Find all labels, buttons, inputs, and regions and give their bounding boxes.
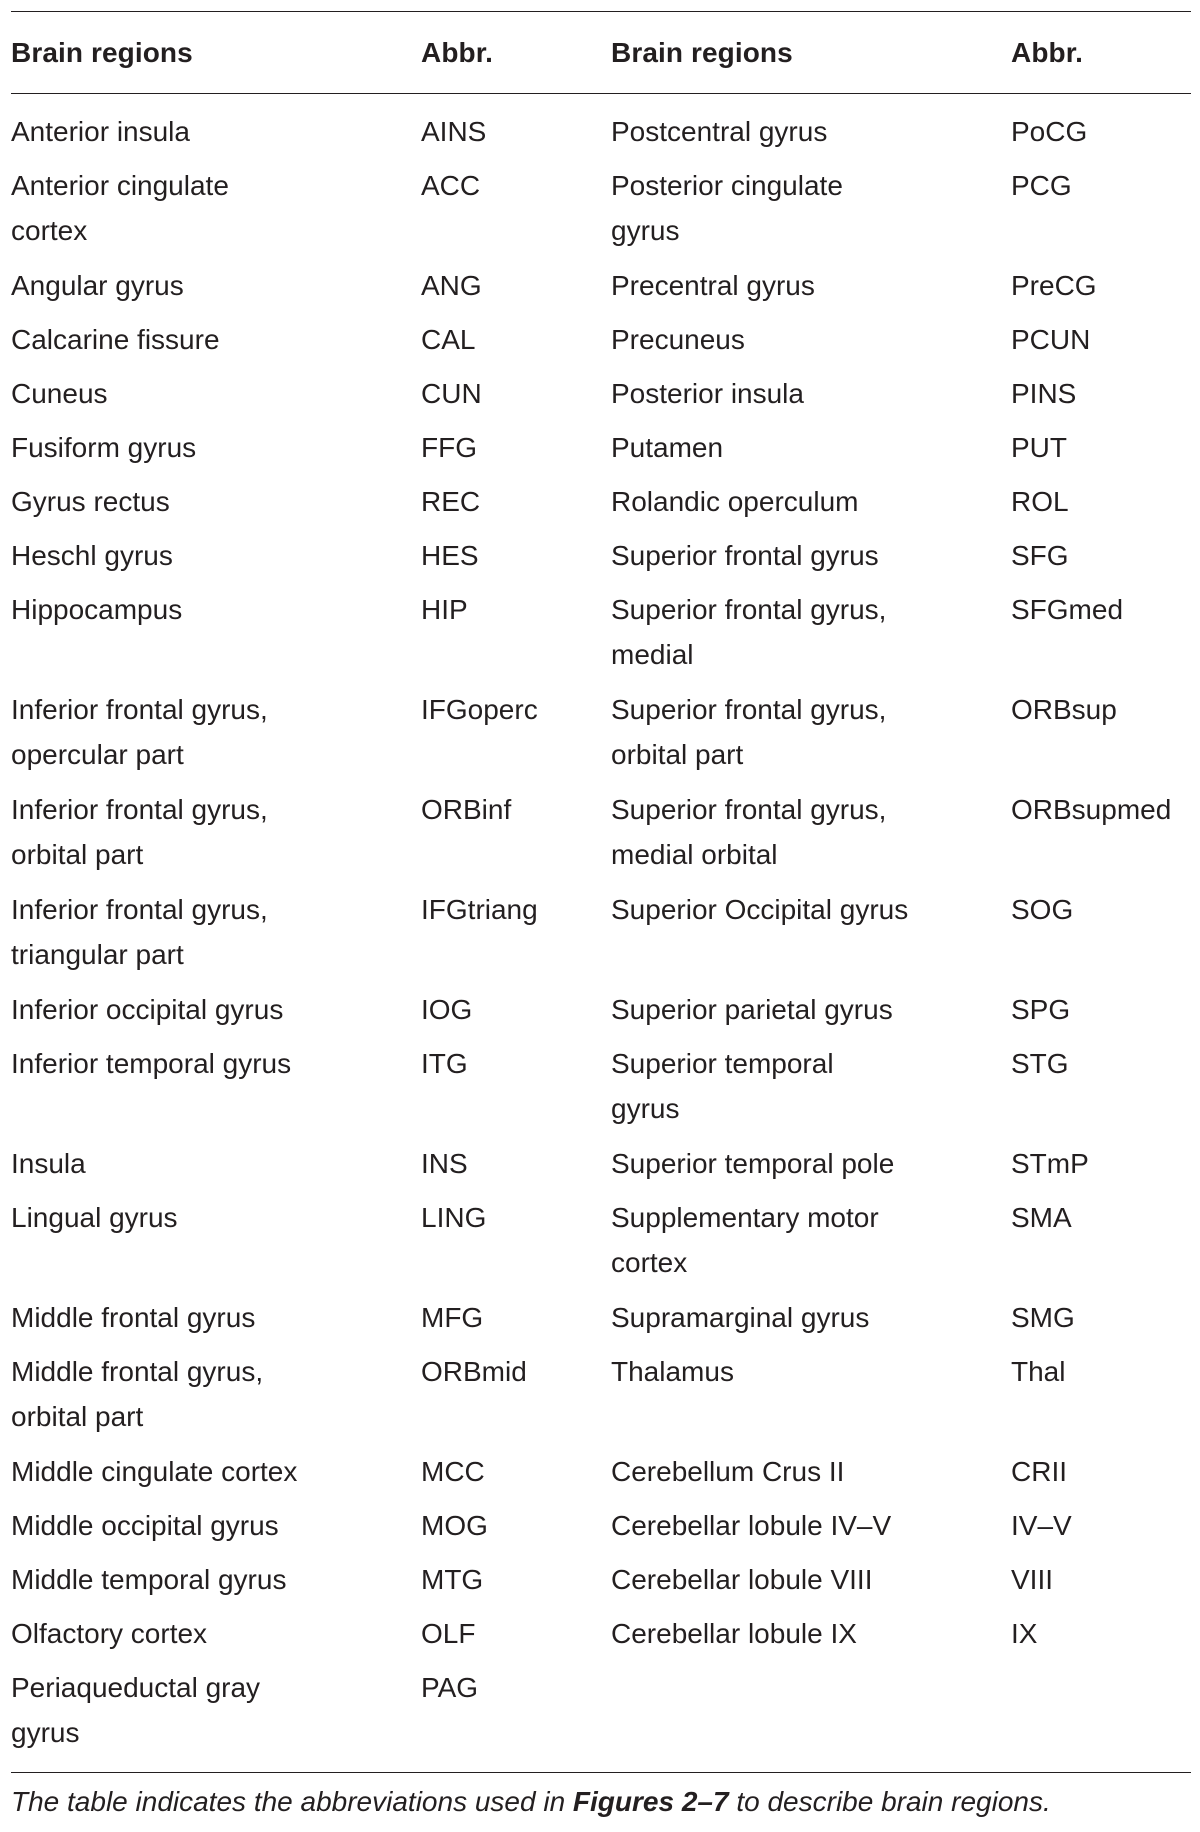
cell-abbr-left: HIP xyxy=(421,594,468,625)
table-row xyxy=(11,587,1191,687)
table-row xyxy=(11,1041,1191,1141)
cell-region-right: Posterior cingulate gyrus xyxy=(611,170,843,246)
cell-region-left: Cuneus xyxy=(11,378,108,409)
table-row xyxy=(11,1665,1191,1765)
cell-abbr-left: PAG xyxy=(421,1672,479,1703)
cell-region-left: Hippocampus xyxy=(11,594,183,625)
table-row xyxy=(11,1349,1191,1449)
cell-region-left: Angular gyrus xyxy=(11,270,184,301)
header-brain-regions-left: Brain regions xyxy=(11,36,193,68)
header-brain-regions-right: Brain regions xyxy=(611,36,793,68)
cell-abbr-left: ORBmid xyxy=(421,1356,527,1387)
cell-region-left: Inferior frontal gyrus, orbital part xyxy=(11,794,268,870)
cell-abbr-right: PUT xyxy=(1011,432,1067,463)
cell-abbr-right: SMG xyxy=(1011,1302,1075,1333)
cell-region-right: Precuneus xyxy=(611,324,745,355)
cell-abbr-left: MOG xyxy=(421,1510,488,1541)
table-row xyxy=(11,533,1191,587)
cell-abbr-right: Thal xyxy=(1011,1356,1066,1387)
cell-region-left: Inferior temporal gyrus xyxy=(11,1048,292,1079)
cell-abbr-right: ROL xyxy=(1011,486,1069,517)
cell-abbr-right: SPG xyxy=(1011,994,1071,1025)
cell-abbr-left: FFG xyxy=(421,432,477,463)
cell-region-right: Cerebellar lobule IV–V xyxy=(611,1510,892,1541)
cell-abbr-right: PCG xyxy=(1011,170,1072,201)
cell-region-right: Precentral gyrus xyxy=(611,270,815,301)
cell-abbr-left: IFGtriang xyxy=(421,894,538,925)
cell-abbr-left: ANG xyxy=(421,270,482,301)
cell-region-right: Superior frontal gyrus xyxy=(611,540,879,571)
cell-abbr-right: IX xyxy=(1011,1618,1038,1649)
header-abbr-right: Abbr. xyxy=(1011,36,1084,68)
cell-abbr-left: ACC xyxy=(421,170,481,201)
cell-region-right: Cerebellar lobule IX xyxy=(611,1618,857,1649)
cell-region-left: Fusiform gyrus xyxy=(11,432,197,463)
cell-region-right: Cerebellar lobule VIII xyxy=(611,1564,873,1595)
cell-region-left: Anterior insula xyxy=(11,116,190,147)
cell-region-right: Superior frontal gyrus, medial orbital xyxy=(611,794,887,870)
cell-region-left: Lingual gyrus xyxy=(11,1202,178,1233)
cell-abbr-right: SFG xyxy=(1011,540,1069,571)
cell-abbr-left: MCC xyxy=(421,1456,485,1487)
cell-region-left: Gyrus rectus xyxy=(11,486,170,517)
table-row xyxy=(11,425,1191,479)
table-row xyxy=(11,1449,1191,1503)
cell-region-right xyxy=(611,1665,1011,1765)
table-row xyxy=(11,987,1191,1041)
cell-abbr-right: SOG xyxy=(1011,894,1074,925)
cell-region-left: Calcarine fissure xyxy=(11,324,220,355)
table-row xyxy=(11,479,1191,533)
table-body xyxy=(11,96,1191,1765)
table-row xyxy=(11,317,1191,371)
cell-abbr-left: IOG xyxy=(421,994,473,1025)
cell-abbr-right: STmP xyxy=(1011,1148,1089,1179)
cell-abbr-left: REC xyxy=(421,486,481,517)
cell-abbr-left: INS xyxy=(421,1148,468,1179)
cell-abbr-right: PINS xyxy=(1011,378,1077,409)
caption-figures-ref: Figures 2–7 xyxy=(572,1786,729,1817)
table-row xyxy=(11,163,1191,263)
cell-abbr-left: LING xyxy=(421,1202,487,1233)
abbreviation-table xyxy=(11,12,1191,1765)
cell-abbr-right: ORBsup xyxy=(1011,694,1117,725)
cell-region-left: Middle frontal gyrus, orbital part xyxy=(11,1356,264,1432)
cell-region-right: Superior frontal gyrus, medial xyxy=(611,594,887,670)
cell-abbr-left: ORBinf xyxy=(421,794,512,825)
cell-region-left: Periaqueductal gray gyrus xyxy=(11,1672,261,1748)
cell-abbr-right: CRII xyxy=(1011,1456,1067,1487)
cell-abbr-left: ITG xyxy=(421,1048,468,1079)
cell-region-left: Middle occipital gyrus xyxy=(11,1510,279,1541)
cell-abbr-left: MFG xyxy=(421,1302,484,1333)
cell-abbr-right: PCUN xyxy=(1011,324,1091,355)
cell-abbr-right: ORBsupmed xyxy=(1011,794,1172,825)
cell-abbr-left: OLF xyxy=(421,1618,476,1649)
cell-region-left: Inferior occipital gyrus xyxy=(11,994,284,1025)
cell-region-right: Superior temporal pole xyxy=(611,1148,895,1179)
table-row xyxy=(11,1295,1191,1349)
cell-region-right: Supramarginal gyrus xyxy=(611,1302,870,1333)
cell-region-left: Inferior frontal gyrus, triangular part xyxy=(11,894,268,970)
cell-abbr-left: MTG xyxy=(421,1564,484,1595)
cell-abbr-left: AINS xyxy=(421,116,487,147)
cell-region-right: Thalamus xyxy=(611,1356,734,1387)
cell-region-left: Heschl gyrus xyxy=(11,540,173,571)
table-row xyxy=(11,1557,1191,1611)
table-row xyxy=(11,687,1191,787)
cell-region-left: Inferior frontal gyrus, opercular part xyxy=(11,694,268,770)
cell-region-left: Olfactory cortex xyxy=(11,1618,208,1649)
cell-region-right: Superior parietal gyrus xyxy=(611,994,893,1025)
cell-region-left: Middle cingulate cortex xyxy=(11,1456,298,1487)
cell-region-right: Putamen xyxy=(611,432,724,463)
table-caption xyxy=(11,1782,1196,1822)
table-row xyxy=(11,887,1191,987)
cell-region-left: Insula xyxy=(11,1148,86,1179)
cell-region-left: Middle temporal gyrus xyxy=(11,1564,287,1595)
cell-abbr-right xyxy=(1011,1665,1191,1765)
cell-abbr-right: PreCG xyxy=(1011,270,1097,301)
cell-abbr-right: SFGmed xyxy=(1011,594,1124,625)
table-bottom-rule xyxy=(11,1772,1191,1773)
cell-abbr-right: STG xyxy=(1011,1048,1069,1079)
caption-prefix: The table indicates the abbreviations used in xyxy=(11,1786,573,1817)
cell-abbr-left: CAL xyxy=(421,324,476,355)
cell-region-left: Middle frontal gyrus xyxy=(11,1302,256,1333)
table-row xyxy=(11,1195,1191,1295)
cell-abbr-left: CUN xyxy=(421,378,482,409)
cell-region-left: Anterior cingulate cortex xyxy=(11,170,229,246)
cell-abbr-left: HES xyxy=(421,540,479,571)
cell-region-right: Superior frontal gyrus, orbital part xyxy=(611,694,887,770)
table-header-row xyxy=(11,12,1191,96)
cell-abbr-right: VIII xyxy=(1011,1564,1054,1595)
table-row xyxy=(11,263,1191,317)
cell-region-right: Cerebellum Crus II xyxy=(611,1456,845,1487)
cell-abbr-right: PoCG xyxy=(1011,116,1088,147)
table-row xyxy=(11,371,1191,425)
caption-suffix: to describe brain regions. xyxy=(728,1786,1051,1817)
cell-abbr-right: SMA xyxy=(1011,1202,1072,1233)
cell-region-right: Rolandic operculum xyxy=(611,486,859,517)
table-row xyxy=(11,1503,1191,1557)
table-row xyxy=(11,1611,1191,1665)
cell-region-right: Supplementary motor cortex xyxy=(611,1202,879,1278)
cell-region-right: Superior Occipital gyrus xyxy=(611,894,909,925)
cell-abbr-left: IFGoperc xyxy=(421,694,538,725)
table-row xyxy=(11,1141,1191,1195)
cell-region-right: Postcentral gyrus xyxy=(611,116,828,147)
cell-abbr-right: IV–V xyxy=(1011,1510,1072,1541)
header-abbr-left: Abbr. xyxy=(421,36,494,68)
cell-region-right: Superior temporal gyrus xyxy=(611,1048,834,1124)
cell-region-right: Posterior insula xyxy=(611,378,804,409)
table-row xyxy=(11,787,1191,887)
table-row xyxy=(11,96,1191,163)
